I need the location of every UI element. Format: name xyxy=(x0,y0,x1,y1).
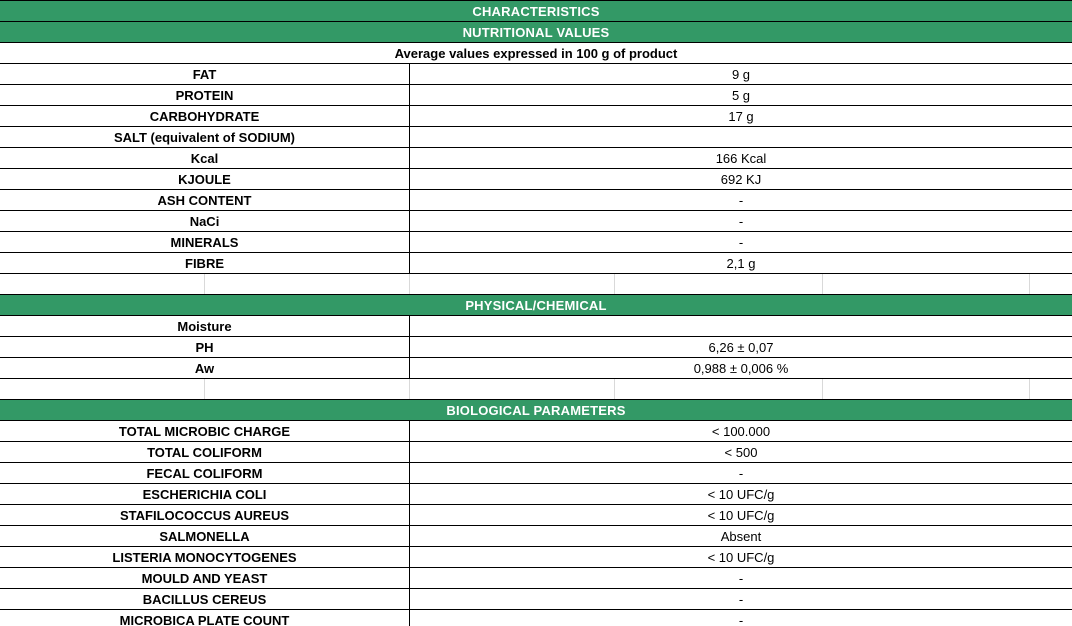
row-label: ASH CONTENT xyxy=(0,190,410,210)
section-header-physical-chemical xyxy=(0,295,1072,316)
table-title: CHARACTERISTICS xyxy=(472,3,600,19)
row-value: - xyxy=(738,192,744,208)
table-row xyxy=(0,85,1072,106)
table-row xyxy=(0,442,1072,463)
spacer-row xyxy=(0,379,1072,400)
row-value: 2,1 g xyxy=(726,255,756,271)
row-label: LISTERIA MONOCYTOGENES xyxy=(0,547,410,567)
table-row xyxy=(0,64,1072,85)
row-label: FECAL COLIFORM xyxy=(0,463,410,483)
row-label: PH xyxy=(0,337,410,357)
section-header-label: PHYSICAL/CHEMICAL xyxy=(465,297,607,313)
spacer-row xyxy=(0,274,1072,295)
row-value: 5 g xyxy=(731,87,751,103)
row-value: 9 g xyxy=(731,66,751,82)
row-label: BACILLUS CEREUS xyxy=(0,589,410,609)
section-header-label: BIOLOGICAL PARAMETERS xyxy=(446,402,626,418)
row-label: MOULD AND YEAST xyxy=(0,568,410,588)
table-row xyxy=(0,526,1072,547)
table-row xyxy=(0,337,1072,358)
nutritional-subheader-row xyxy=(0,43,1072,64)
row-label: TOTAL MICROBIC CHARGE xyxy=(0,421,410,441)
row-value: < 10 UFC/g xyxy=(707,486,775,502)
table-row xyxy=(0,190,1072,211)
table-title-row xyxy=(0,1,1072,22)
row-value: - xyxy=(738,213,744,229)
row-value: < 100.000 xyxy=(711,423,771,439)
row-value: 692 KJ xyxy=(720,171,762,187)
table-row xyxy=(0,505,1072,526)
row-value: - xyxy=(738,612,744,626)
row-label: TOTAL COLIFORM xyxy=(0,442,410,462)
row-value: 17 g xyxy=(728,108,754,124)
section-header-biological xyxy=(0,400,1072,421)
row-value: - xyxy=(738,591,744,607)
row-label: MICROBICA PLATE COUNT xyxy=(0,610,410,626)
table-row xyxy=(0,358,1072,379)
row-label: FIBRE xyxy=(0,253,410,273)
row-label: KJOULE xyxy=(0,169,410,189)
table-row xyxy=(0,148,1072,169)
table-row xyxy=(0,169,1072,190)
table-row xyxy=(0,316,1072,337)
row-label: Moisture xyxy=(0,316,410,336)
row-value: < 10 UFC/g xyxy=(707,549,775,565)
table-row xyxy=(0,610,1072,626)
table-row xyxy=(0,127,1072,148)
row-value: 0,988 ± 0,006 % xyxy=(693,360,789,376)
row-label: NaCi xyxy=(0,211,410,231)
row-value: - xyxy=(738,234,744,250)
row-label: Aw xyxy=(0,358,410,378)
section-header-nutritional xyxy=(0,22,1072,43)
table-row xyxy=(0,547,1072,568)
table-row xyxy=(0,106,1072,127)
row-value: < 10 UFC/g xyxy=(707,507,775,523)
section-header-label: NUTRITIONAL VALUES xyxy=(462,24,610,40)
row-label: CARBOHYDRATE xyxy=(0,106,410,126)
row-label: MINERALS xyxy=(0,232,410,252)
table-row xyxy=(0,589,1072,610)
row-label: SALMONELLA xyxy=(0,526,410,546)
nutritional-subheader: Average values expressed in 100 g of product xyxy=(394,45,678,61)
row-value: - xyxy=(738,465,744,481)
table-row xyxy=(0,484,1072,505)
row-label: Kcal xyxy=(0,148,410,168)
row-value xyxy=(410,127,1072,147)
table-row xyxy=(0,463,1072,484)
row-value: Absent xyxy=(720,528,762,544)
table-row xyxy=(0,253,1072,274)
row-value: < 500 xyxy=(724,444,758,460)
row-label: SALT (equivalent of SODIUM) xyxy=(0,127,410,147)
row-value: - xyxy=(738,570,744,586)
row-label: STAFILOCOCCUS AUREUS xyxy=(0,505,410,525)
table-row xyxy=(0,211,1072,232)
row-value: 166 Kcal xyxy=(715,150,767,166)
table-row xyxy=(0,421,1072,442)
table-row xyxy=(0,232,1072,253)
row-value: 6,26 ± 0,07 xyxy=(708,339,774,355)
table-row xyxy=(0,568,1072,589)
row-label: FAT xyxy=(0,64,410,84)
row-label: ESCHERICHIA COLI xyxy=(0,484,410,504)
row-value xyxy=(410,316,1072,336)
row-label: PROTEIN xyxy=(0,85,410,105)
